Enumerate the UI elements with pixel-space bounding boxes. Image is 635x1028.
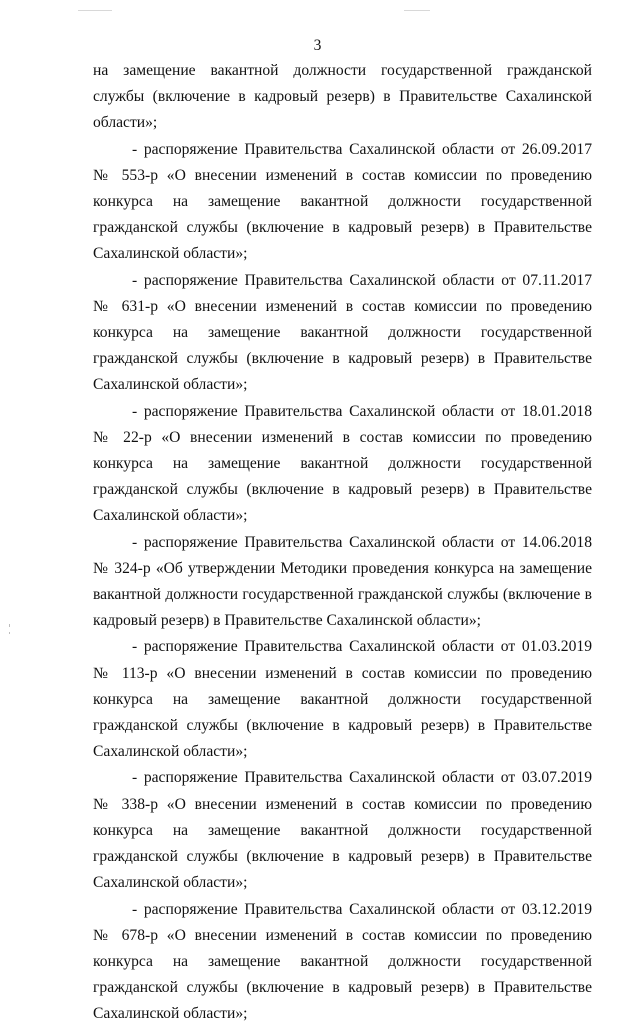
list-item: - распоряжение Правительства Сахалинской области от 07.11.2017 № 631-р «О внесении изменений в состав комиссии по проведению конкурса на замещение вакантной должности государственной гражданской службы (включение в кадровый резерв) в Правительстве Сахалинской области»; bbox=[93, 271, 592, 394]
list-item: - распоряжение Правительства Сахалинской области от 03.12.2019 № 678-р «О внесении изменений в состав комиссии по проведению конкурса на замещение вакантной должности государственной гражданской службы (включение в кадровый резерв) в Правительстве Сахалинской области»; bbox=[93, 900, 592, 1023]
scan-artifact-dot bbox=[9, 632, 10, 634]
scan-artifact-line bbox=[404, 10, 430, 11]
list-item: - распоряжение Правительства Сахалинской области от 26.09.2017 № 553-р «О внесении изменений в состав комиссии по проведению конкурса на замещение вакантной должности государственной гражданской службы (включение в кадровый резерв) в Правительстве Сахалинской области»; bbox=[93, 140, 592, 263]
scan-artifact-line bbox=[78, 10, 112, 11]
list-item: - распоряжение Правительства Сахалинской области от 01.03.2019 № 113-р «О внесении изменений в состав комиссии по проведению конкурса на замещение вакантной должности государственной гражданской службы (включение в кадровый резерв) в Правительстве Сахалинской области»; bbox=[93, 638, 592, 761]
continuation-paragraph: на замещение вакантной должности государственной гражданской службы (включение в кадровый резерв) в Правительстве Сахалинской области»; bbox=[93, 62, 592, 132]
list-item: - распоряжение Правительства Сахалинской области от 18.01.2018 № 22-р «О внесении изменений в состав комиссии по проведению конкурса на замещение вакантной должности государственной гражданской службы (включение в кадровый резерв) в Правительстве Сахалинской области»; bbox=[93, 402, 592, 525]
list-item: - распоряжение Правительства Сахалинской области от 03.07.2019 № 338-р «О внесении изменений в состав комиссии по проведению конкурса на замещение вакантной должности государственной гражданской службы (включение в кадровый резерв) в Правительстве Сахалинской области»; bbox=[93, 769, 592, 892]
document-body bbox=[93, 58, 592, 1028]
scan-artifact-dot bbox=[9, 624, 10, 627]
list-item: - распоряжение Правительства Сахалинской области от 14.06.2018 № 324-р «Об утверждении Методики проведения конкурса на замещение вакантной должности государственной гражданской службы (включение в кадровый резерв) в Правительстве Сахалинской области»; bbox=[93, 533, 592, 630]
page-number: 3 bbox=[313, 37, 322, 54]
